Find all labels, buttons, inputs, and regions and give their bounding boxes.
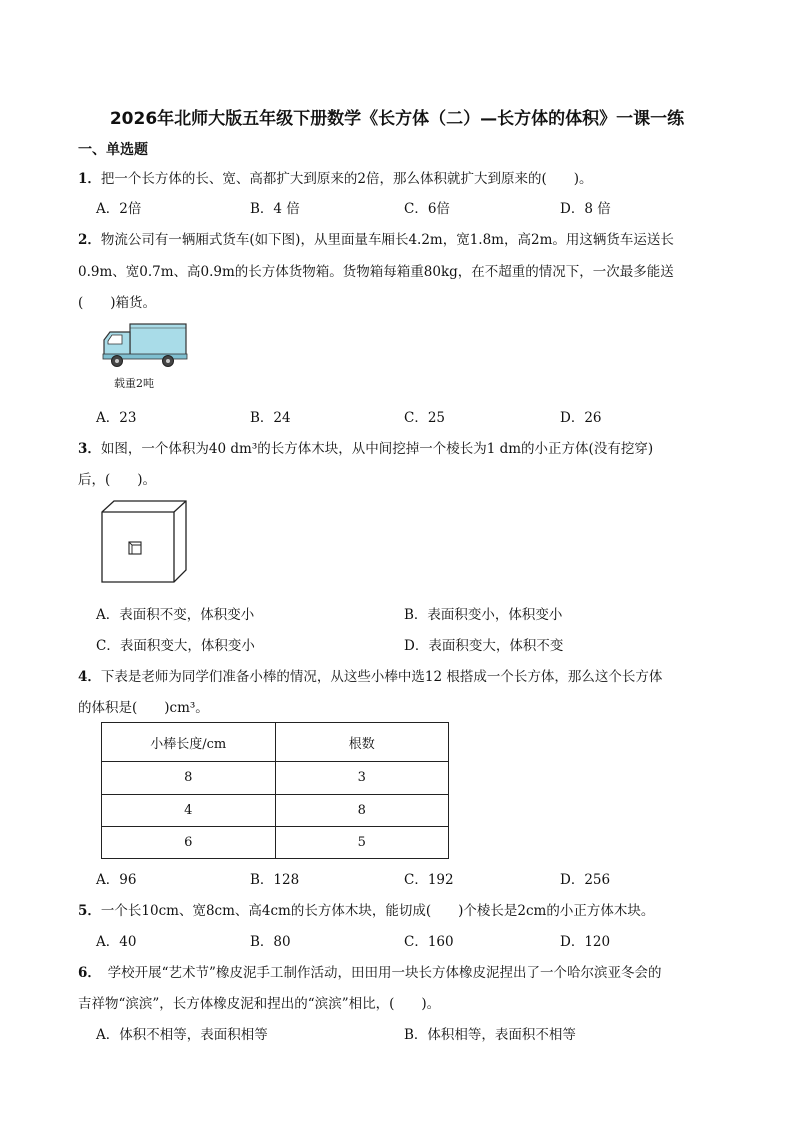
question-3-line-1 [78,437,653,457]
question-2-line-2: 0.9m、宽0.7m、高0.9m的长方体货物箱。货物箱每箱重80kg，在不超重的情况下，一次最多能送 [78,264,674,280]
q2-option-a[interactable]: A．23 [96,410,137,426]
q5-option-d[interactable]: D．120 [560,934,611,950]
q4-option-c[interactable]: C．192 [404,872,454,888]
table-cell: 8 [275,794,449,826]
truck-icon [100,320,190,372]
cube-figure [98,498,190,586]
question-5 [78,899,654,919]
question-text: 把一个长方体的长、宽、高都扩大到原来的2倍，那么体积就扩大到原来的( )。 [100,171,593,187]
question-number: 4． [78,669,101,685]
truck-caption: 载重2吨 [114,377,154,390]
q3-option-c[interactable]: C．表面积变大，体积变小 [96,638,255,654]
question-number: 6． [78,965,95,981]
question-text: 下表是老师为同学们准备小棒的情况，从这些小棒中选12 根搭成一个长方体，那么这个长方体 [100,669,663,685]
q1-option-d[interactable]: D．8 倍 [560,201,611,217]
table-cell: 8 [102,762,276,794]
question-2-line-3: ( )箱货。 [78,295,157,311]
q5-option-a[interactable]: A．40 [96,934,137,950]
question-2-line-1 [78,228,674,248]
table-cell: 4 [102,794,276,826]
table-row [102,826,449,858]
question-number: 1． [78,171,101,187]
q4-option-b[interactable]: B．128 [250,872,300,888]
question-text: 学校开展“艺术节”橡皮泥手工制作活动，田田用一块长方体橡皮泥捏出了一个哈尔滨亚冬会的 [94,965,662,981]
table-cell: 5 [275,826,449,858]
table-header-row [102,723,449,762]
q3-option-a[interactable]: A．表面积不变，体积变小 [96,607,255,623]
q2-option-c[interactable]: C．25 [404,410,446,426]
sticks-table [101,722,449,859]
table-cell: 6 [102,826,276,858]
table-header-cell: 根数 [275,723,449,762]
q1-option-c[interactable]: C．6倍 [404,201,450,217]
page-title: 2026年北师大版五年级下册数学《长方体（二）—长方体的体积》一课一练 [109,109,685,129]
q2-option-b[interactable]: B．24 [250,410,291,426]
q6-option-b[interactable]: B．体积相等，表面积不相等 [404,1027,576,1043]
table-row [102,762,449,794]
question-text: 如图，一个体积为40 dm³的长方体木块，从中间挖掉一个棱长为1 dm的小正方体(没有挖穿) [100,441,654,457]
q4-option-d[interactable]: D．256 [560,872,611,888]
q2-option-d[interactable]: D．26 [560,410,602,426]
q5-option-b[interactable]: B．80 [250,934,291,950]
section-heading: 一、单选题 [78,142,148,158]
question-3-line-2: 后，( )。 [78,472,157,488]
q3-option-b[interactable]: B．表面积变小，体积变小 [404,607,563,623]
table-cell: 3 [275,762,449,794]
table-row [102,794,449,826]
question-4-line-2: 的体积是( )cm³。 [78,700,209,716]
q5-option-c[interactable]: C．160 [404,934,454,950]
question-4-line-1 [78,665,662,685]
q1-option-a[interactable]: A．2倍 [96,201,142,217]
question-6-line-2: 吉祥物“滨滨”，长方体橡皮泥和捏出的“滨滨”相比，( )。 [78,996,441,1012]
question-text: 物流公司有一辆厢式货车(如下图)，从里面量车厢长4.2m，宽1.8m，高2m。用这辆货车运送长 [100,232,674,248]
q6-option-a[interactable]: A．体积不相等，表面积相等 [96,1027,268,1043]
question-number: 5． [78,903,101,919]
question-6-line-1 [78,961,661,981]
question-text: 一个长10cm、宽8cm、高4cm的长方体木块，能切成( )个棱长是2cm的小正方体木块。 [100,903,655,919]
q3-option-d[interactable]: D．表面积变大，体积不变 [404,638,564,654]
q4-option-a[interactable]: A．96 [96,872,137,888]
table-header-cell: 小棒长度/cm [102,723,276,762]
q1-option-b[interactable]: B．4 倍 [250,201,300,217]
question-1 [78,167,593,187]
question-number: 3． [78,441,101,457]
question-number: 2． [78,232,101,248]
